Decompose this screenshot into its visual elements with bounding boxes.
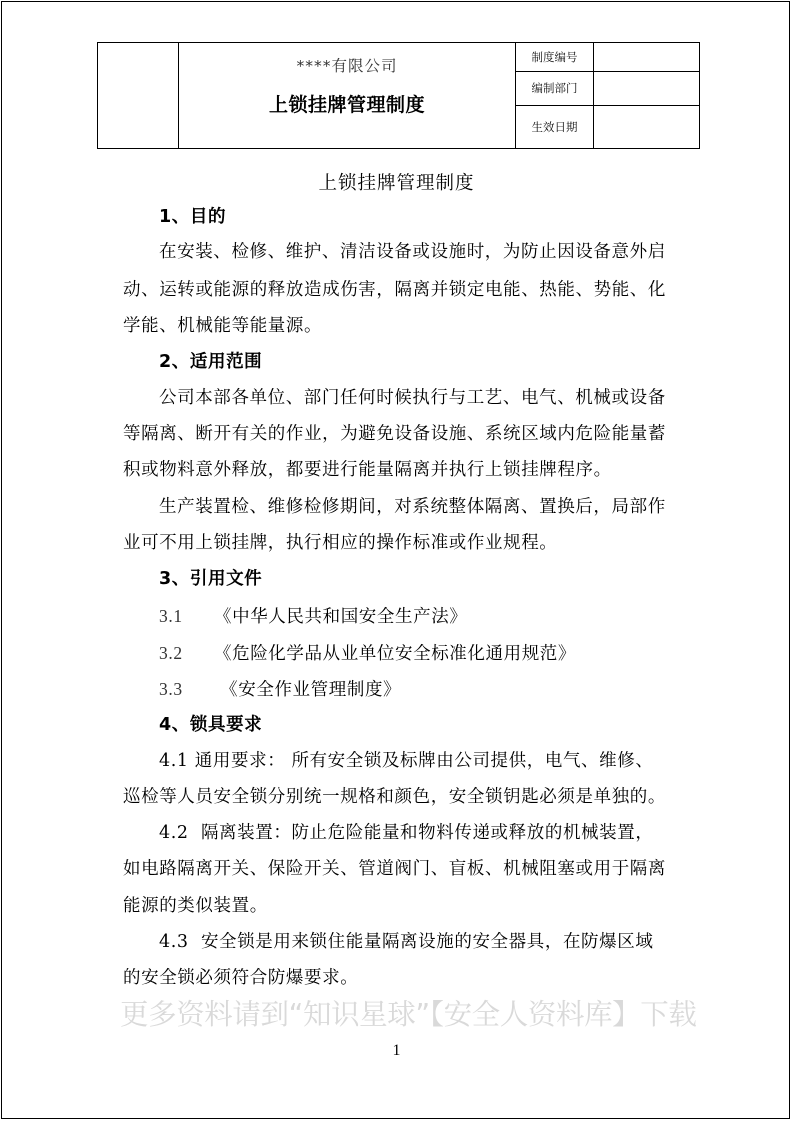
paragraph-line: 在安装、检修、维护、清洁设备或设施时，为防止因设备意外启 (159, 242, 666, 262)
watermark-text: 更多资料请到“知识星球”【安全人资料库】下载 (120, 998, 697, 1031)
paragraph-line: 动、运转或能源的释放造成伤害，隔离并锁定电能、热能、势能、化 (123, 280, 666, 300)
reference-item-3 (159, 678, 676, 701)
page-number: 1 (392, 1042, 401, 1059)
paragraph-line: 生产装置检、维修检修期间，对系统整体隔离、置换后，局部作 (159, 497, 666, 517)
meta-value-effective-date (594, 105, 700, 148)
company-name: ****有限公司 (296, 57, 398, 75)
paragraph-line: 的安全锁必须符合防爆要求。 (123, 968, 359, 988)
paragraph-line: 巡检等人员安全锁分别统一规格和颜色，安全锁钥匙必须是单独的。 (123, 787, 666, 807)
meta-label-policy-number: 制度编号 (516, 43, 594, 72)
header-title-cell (179, 43, 516, 149)
paragraph-line: 如电路隔离开关、保险开关、管道阀门、盲板、机械阻塞或用于隔离 (123, 859, 666, 879)
meta-label-department: 编制部门 (516, 72, 594, 105)
paragraph-line: 4.2 隔离装置：防止危险能量和物料传递或释放的机械装置， (159, 823, 654, 843)
meta-value-department (594, 72, 700, 105)
section-heading-3: 3、引用文件 (159, 569, 263, 589)
paragraph-line: 等隔离、断开有关的作业，为避免设备设施、系统区域内危险能量蓄 (123, 424, 666, 444)
document-header-table (97, 42, 700, 149)
reference-item-1 (159, 605, 676, 628)
paragraph-line: 4.3 安全锁是用来锁住能量隔离设施的安全器具，在防爆区域 (159, 932, 654, 952)
paragraph-line: 学能、机械能等能量源。 (123, 316, 323, 336)
reference-number: 3.2 (159, 643, 183, 663)
paragraph-line: 业可不用上锁挂牌，执行相应的操作标准或作业规程。 (123, 533, 558, 553)
paragraph-line: 4.1 通用要求： 所有安全锁及标牌由公司提供，电气、维修、 (159, 751, 654, 771)
paragraph-line: 能源的类似装置。 (123, 896, 268, 916)
meta-label-effective-date: 生效日期 (516, 105, 594, 148)
section-heading-2: 2、适用范围 (159, 352, 263, 372)
reference-number: 3.1 (159, 606, 183, 626)
reference-number: 3.3 (159, 679, 183, 699)
logo-cell (98, 43, 179, 149)
section-heading-4: 4、锁具要求 (159, 715, 263, 735)
reference-item-2 (159, 642, 676, 665)
header-title: 上锁挂牌管理制度 (268, 94, 425, 116)
paragraph-line: 积或物料意外释放，都要进行能量隔离并执行上锁挂牌程序。 (123, 460, 612, 480)
reference-title: 《危险化学品从业单位安全标准化通用规范》 (214, 644, 576, 664)
paragraph-line: 公司本部各单位、部门任何时候执行与工艺、电气、机械或设备 (159, 388, 666, 408)
reference-title: 《中华人民共和国安全生产法》 (214, 607, 468, 627)
document-title: 上锁挂牌管理制度 (318, 173, 475, 194)
section-heading-1: 1、目的 (159, 207, 227, 227)
reference-title: 《安全作业管理制度》 (214, 680, 402, 700)
meta-value-policy-number (594, 43, 700, 72)
